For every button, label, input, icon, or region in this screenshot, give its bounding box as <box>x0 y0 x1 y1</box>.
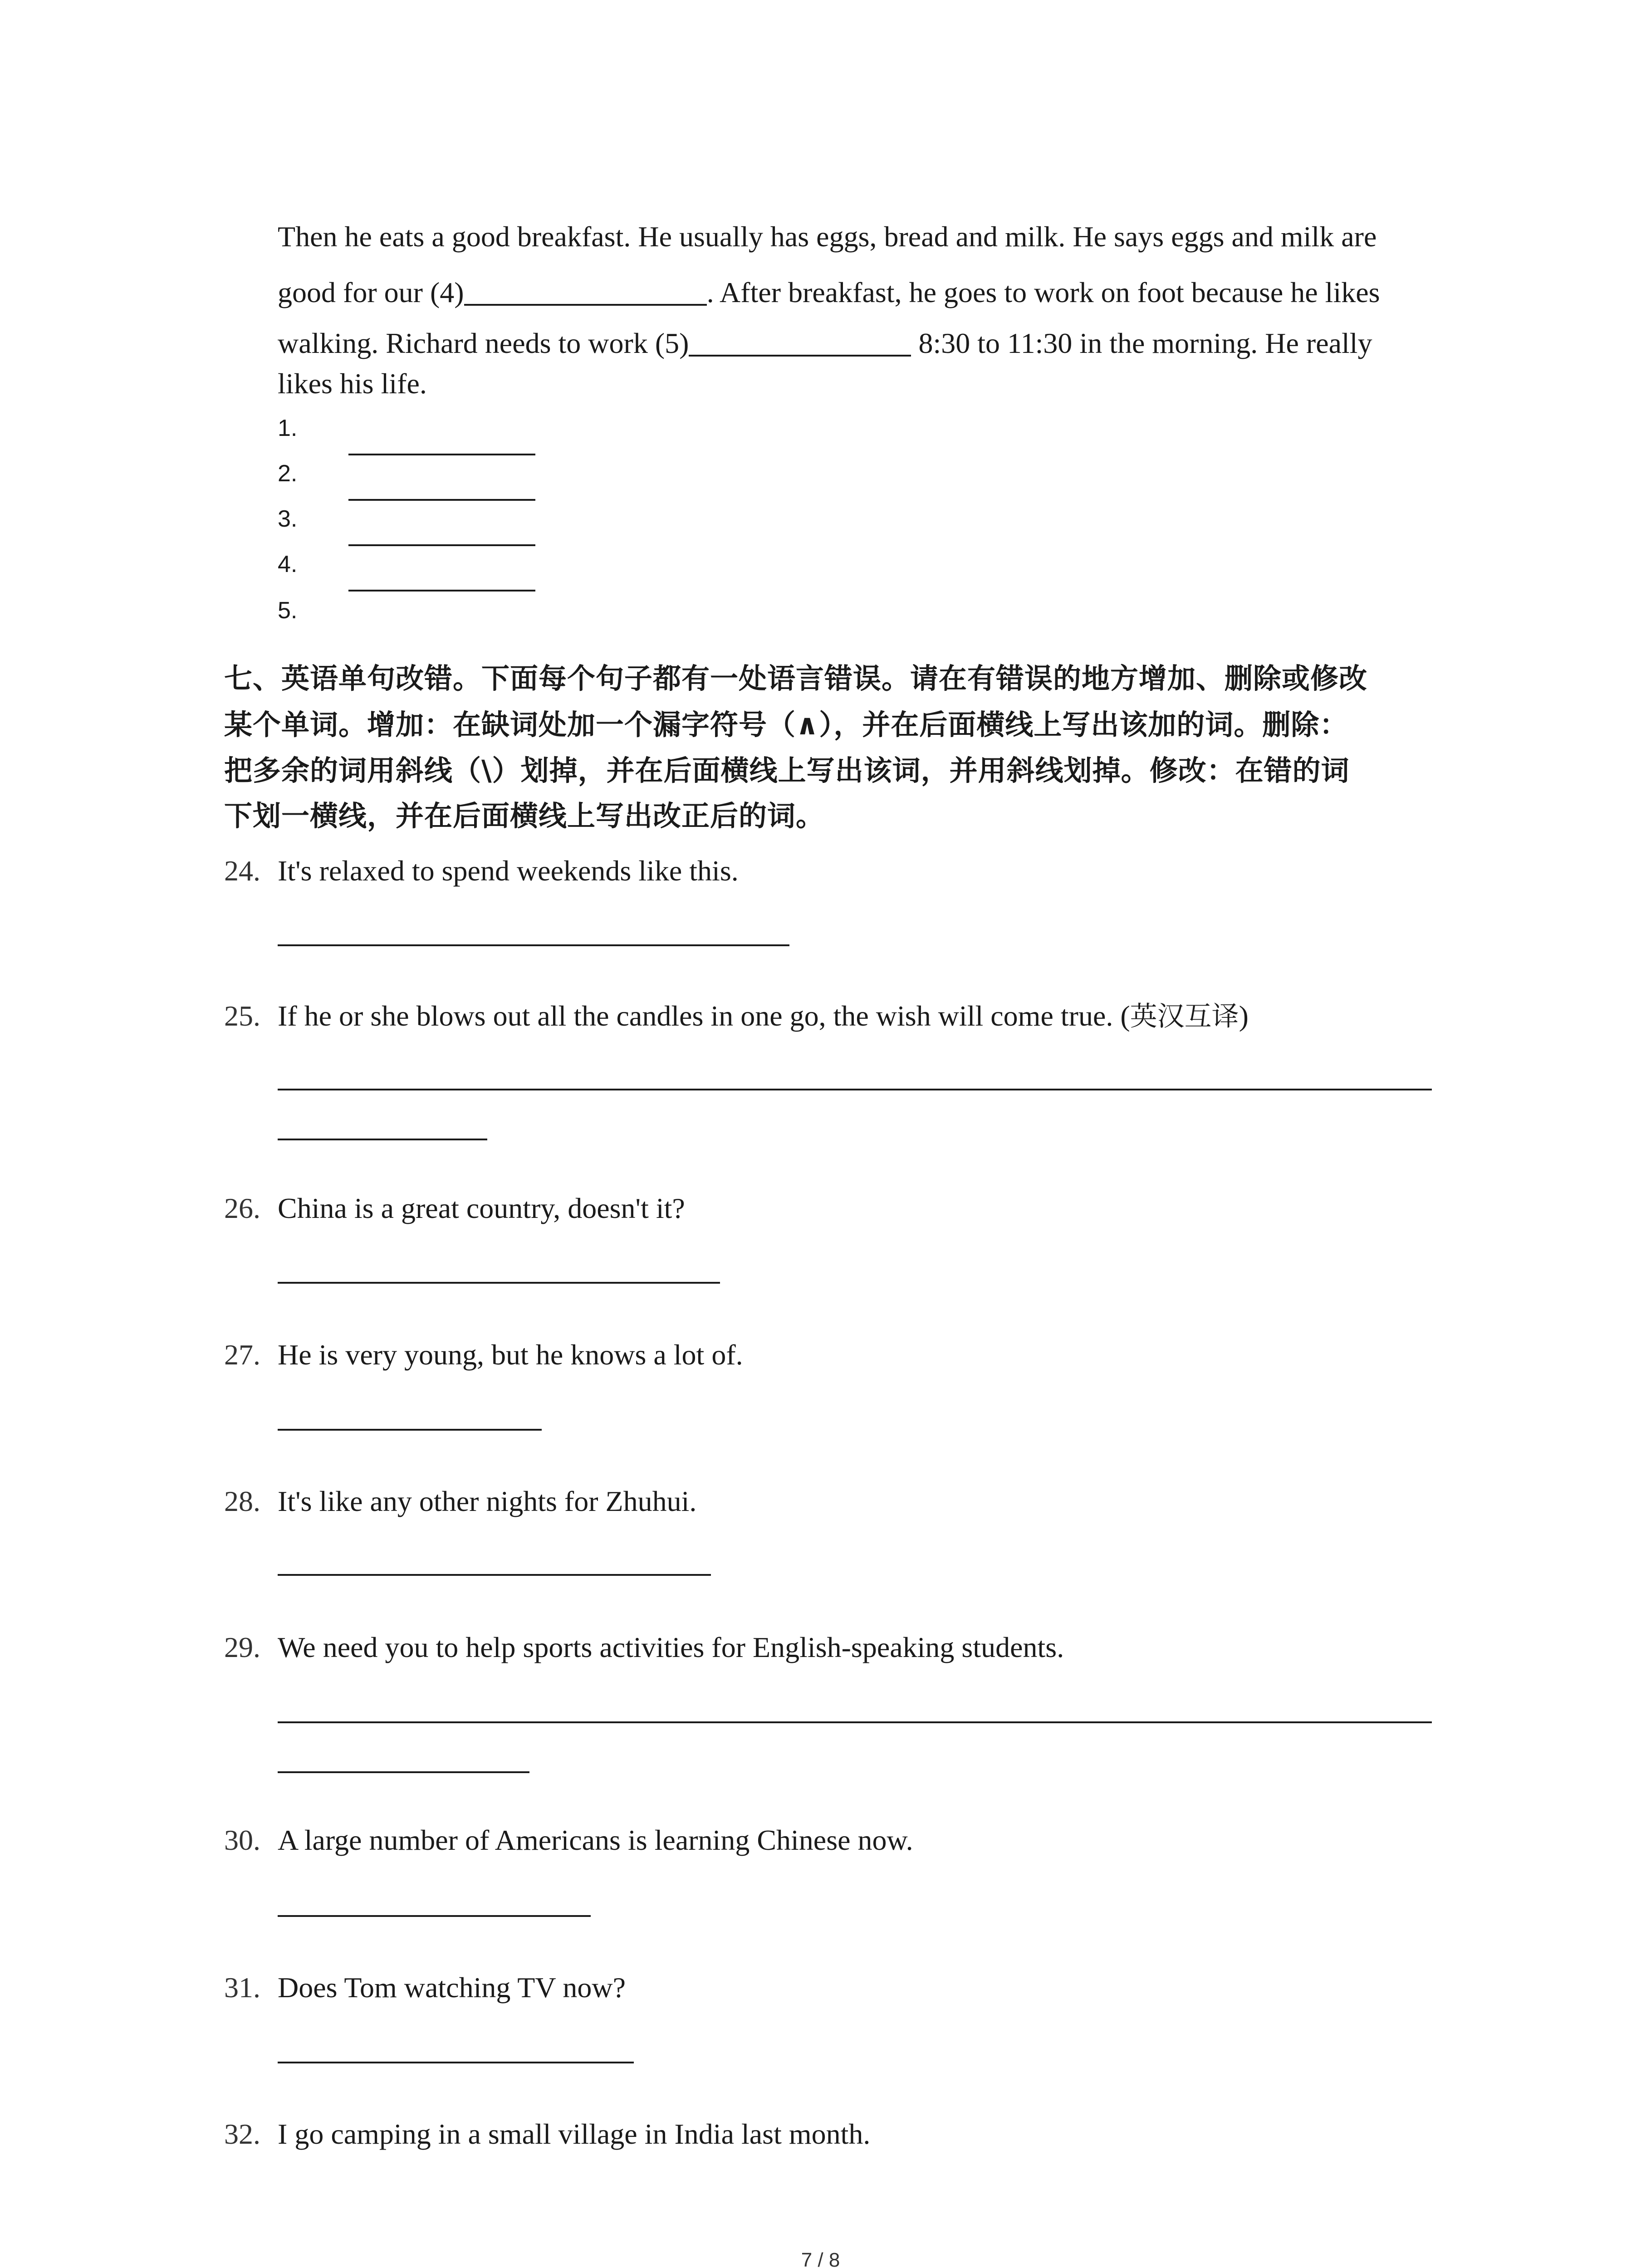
question-31-number: 31. <box>224 1971 260 2004</box>
question-27-number: 27. <box>224 1339 260 1371</box>
passage-line-2 <box>278 272 1380 307</box>
question-29-answer-line-2[interactable] <box>278 1771 529 1773</box>
question-32-number: 32. <box>224 2118 260 2150</box>
question-30-answer-line[interactable] <box>278 1915 591 1917</box>
question-25-text <box>278 1002 1249 1031</box>
answer-number-4: 4. <box>278 551 298 577</box>
answer-number-1: 1. <box>278 415 298 441</box>
question-29-answer-line-1[interactable] <box>278 1721 1432 1723</box>
question-25-note: 英汉互译 <box>1130 1001 1239 1032</box>
question-30-number: 30. <box>224 1824 260 1856</box>
page-number: 7 / 8 <box>801 2249 840 2268</box>
blank-5-field[interactable] <box>689 323 911 357</box>
answer-number-3: 3. <box>278 506 298 532</box>
question-25-answer-line-2[interactable] <box>278 1139 487 1140</box>
question-28-answer-line[interactable] <box>278 1574 711 1576</box>
section-7-heading-line-4: 下划一横线，并在后面横线上写出改正后的词。 <box>224 799 825 832</box>
passage-line-3 <box>278 323 1372 358</box>
passage-line-3-end: 8:30 to 11:30 in the morning. He really <box>911 327 1372 359</box>
passage-line-1: Then he eats a good breakfast. He usually has eggs, bread and milk. He says eggs and milk are <box>278 220 1377 253</box>
question-26-answer-line[interactable] <box>278 1282 720 1284</box>
question-29-number: 29. <box>224 1631 260 1663</box>
answer-blank-4[interactable] <box>348 590 535 591</box>
question-31-text: Does Tom watching TV now? <box>278 1971 626 2004</box>
answer-number-5: 5. <box>278 597 298 624</box>
answer-blank-2[interactable] <box>348 499 535 501</box>
question-26-text: China is a great country, doesn't it? <box>278 1192 685 1224</box>
question-32-text: I go camping in a small village in India last month. <box>278 2118 871 2150</box>
question-25-answer-line-1[interactable] <box>278 1089 1432 1090</box>
question-25-paren-close: ) <box>1239 1000 1249 1032</box>
question-31-answer-line[interactable] <box>278 2062 634 2063</box>
section-7-heading-line-1: 七、英语单句改错。下面每个句子都有一处语言错误。请在有错误的地方增加、删除或修改 <box>224 662 1368 695</box>
question-24-number: 24. <box>224 855 260 887</box>
question-25-number: 25. <box>224 1000 260 1032</box>
question-27-answer-line[interactable] <box>278 1429 542 1431</box>
passage-line-2-end: . After breakfast, he goes to work on foot because he likes <box>706 276 1380 308</box>
answer-number-2: 2. <box>278 460 298 487</box>
question-30-text: A large number of Americans is learning Chinese now. <box>278 1824 913 1856</box>
answer-blank-1[interactable] <box>348 454 535 455</box>
passage-line-4: likes his life. <box>278 367 427 400</box>
question-28-number: 28. <box>224 1485 260 1517</box>
question-25-sentence: If he or she blows out all the candles in one go, the wish will come true. ( <box>278 1000 1130 1032</box>
question-24-answer-line[interactable] <box>278 944 789 946</box>
question-24-text: It's relaxed to spend weekends like this. <box>278 855 739 887</box>
question-28-text: It's like any other nights for Zhuhui. <box>278 1485 697 1517</box>
section-7-heading-line-2: 某个单词。增加：在缺词处加一个漏字符号（∧），并在后面横线上写出该加的词。删除： <box>224 708 1348 741</box>
answer-blank-3[interactable] <box>348 544 535 546</box>
question-29-text: We need you to help sports activities for English-speaking students. <box>278 1631 1064 1663</box>
passage-line-3-start: walking. Richard needs to work (5) <box>278 327 689 359</box>
passage-line-2-start: good for our (4) <box>278 276 464 308</box>
question-27-text: He is very young, but he knows a lot of. <box>278 1339 743 1371</box>
section-7-heading-line-3: 把多余的词用斜线（\）划掉，并在后面横线上写出该词，并用斜线划掉。修改：在错的词 <box>224 754 1350 787</box>
question-26-number: 26. <box>224 1192 260 1224</box>
blank-4-field[interactable] <box>464 272 707 306</box>
